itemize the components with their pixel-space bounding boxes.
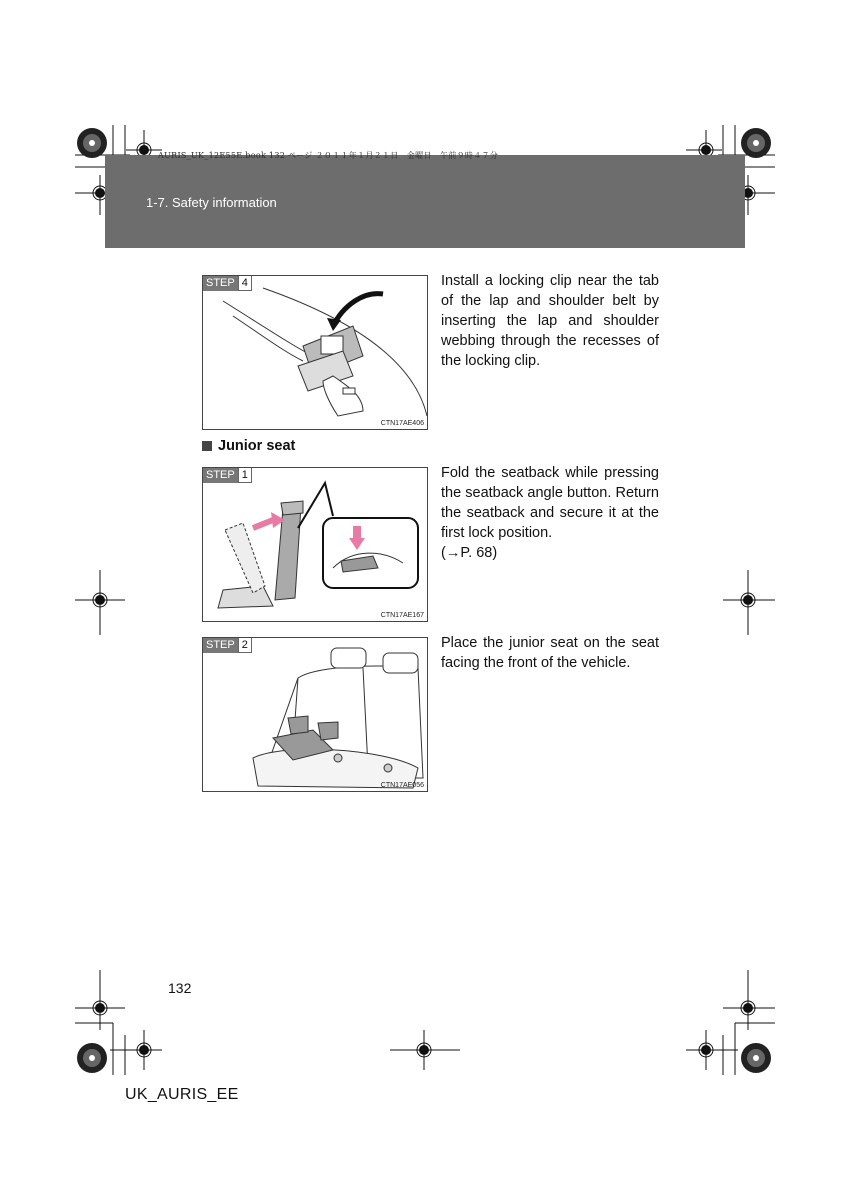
- step-label: STEP: [203, 638, 238, 653]
- step-badge: [203, 276, 252, 291]
- junior-seat-heading-text: Junior seat: [218, 438, 296, 454]
- step-number: 4: [238, 276, 252, 291]
- step-1-text: [441, 463, 659, 563]
- junior-seat-placement-illustration: [203, 638, 428, 792]
- step-number: 2: [238, 638, 252, 653]
- step-1-instructions: Fold the seatback while pressing the seatback angle button. Return the seatback and secure it at the first lock position.: [441, 465, 659, 541]
- figure-code: CTN17AE056: [380, 782, 424, 789]
- step-badge: [203, 638, 252, 653]
- locking-clip-illustration: [203, 276, 428, 430]
- step-badge: [203, 468, 252, 483]
- figure-step-4: [202, 275, 428, 430]
- page-number: 132: [168, 980, 192, 996]
- document-code: UK_AURIS_EE: [125, 1086, 239, 1103]
- junior-seat-heading: [202, 438, 295, 454]
- figure-step-1: [202, 467, 428, 622]
- print-info-line: AURIS_UK_12E55E.book 132 ページ ２０１１年１月２１日 金曜日 午前９時４７分: [158, 151, 499, 160]
- step-number: 1: [238, 468, 252, 483]
- step-label: STEP: [203, 468, 238, 483]
- bullet-square-icon: [202, 441, 212, 451]
- figure-code: CTN17AE406: [380, 420, 424, 427]
- section-title: 1-7. Safety information: [146, 195, 277, 210]
- step-4-text: Install a locking clip near the tab of the lap and shoulder belt by inserting the lap and shoulder webbing through the recesses of the locking clip.: [441, 273, 659, 369]
- step-label: STEP: [203, 276, 238, 291]
- step-2-text: Place the junior seat on the seat facing the front of the vehicle.: [441, 635, 659, 671]
- page-reference: (→P. 68): [441, 545, 498, 561]
- figure-code: CTN17AE167: [380, 612, 424, 619]
- seatback-fold-illustration: [203, 468, 428, 622]
- figure-step-2: [202, 637, 428, 792]
